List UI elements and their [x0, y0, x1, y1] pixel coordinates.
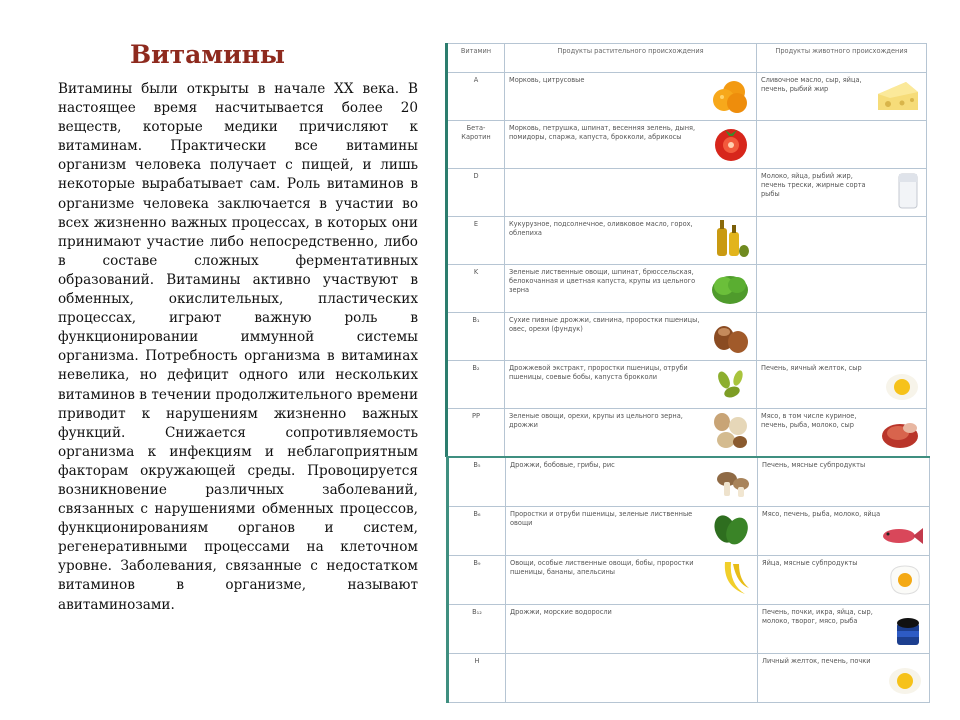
vitamin-name: B₁₂: [448, 605, 506, 654]
animal-products-text: Мясо, печень, рыба, молоко, яйца: [762, 510, 881, 518]
vitamin-name: Бета-Каротин: [447, 121, 505, 169]
table-row: [447, 409, 927, 457]
plant-products-text: Зеленые лиственные овощи, шпинат, брюссельская, белокочанная и цветная капуста, крупы из цельного зерна: [509, 268, 696, 294]
table-row: [447, 169, 927, 217]
plant-products-text: Проростки и отруби пшеницы, зеленые лиственные овощи: [510, 510, 693, 527]
table-row: [447, 217, 927, 265]
animal-products-cell: [757, 217, 927, 265]
fish-icon: [879, 523, 923, 552]
vitamins-table-part2: [446, 456, 930, 703]
animal-products-text: Мясо, в том числе куриное, печень, рыба, молоко, сыр: [761, 412, 857, 429]
plant-products-cell: [505, 169, 757, 217]
table-row: [448, 605, 930, 654]
animal-products-text: Личный желток, печень, почки: [762, 657, 871, 665]
vitamins-description: Витамины были открыты в начале XX века. В настоящее время насчитывается более 20 веществ, которые медики причисляют к витаминам. Практически все витамины организм человека получает с пищей, и лишь некоторые вырабатывает сам. Роль витаминов в организме человека заключается в участии во всех жизненно важных процессах, в которых они принимают участие либо непосредственно, либо в составе сложных ферментативных образований. Витамины активно участвуют в обменных, окислительных, пластических процессах, играют важную роль в функционировании иммунной системы организма. Потребность организма в витаминах невелика, но дефицит одного или нескольких витаминов в течении продолжительного времени приводит к нарушениям жизненно важных функций. Снижается сопротивляемость организма к инфекциям и неблагоприятным факторам окружающей среды. Провоцируется возникновение различных заболеваний, связанных с нарушениями обменных процессов, функционированиям органов и систем, регенеративными процессами на клеточном уровне. Заболевания, связанные с недостатком витаминов в организме, называют авитаминозами.: [58, 81, 418, 613]
animal-products-cell: [758, 556, 930, 605]
plant-products-cell: [506, 605, 758, 654]
table-row: [448, 556, 930, 605]
plant-products-cell: [505, 313, 757, 361]
plant-products-cell: [506, 556, 758, 605]
plant-products-text: Морковь, петрушка, шпинат, весенняя зелень, дыня, помидоры, спаржа, капуста, брокколи, абрикосы: [509, 124, 696, 141]
vitamin-name: B₁: [447, 313, 505, 361]
header-vitamin: Витамин: [447, 44, 505, 73]
plant-products-cell: [505, 121, 757, 169]
fried-egg-icon: [887, 562, 923, 601]
header-animal-products: Продукты животного происхождения: [757, 44, 927, 73]
animal-products-text: Яйца, мясные субпродукты: [762, 559, 858, 567]
animal-products-cell: [757, 169, 927, 217]
milk-icon: [896, 170, 920, 213]
vitamins-table-part1: [445, 43, 927, 457]
mushrooms-icon: [715, 468, 751, 503]
animal-products-cell: [757, 121, 927, 169]
plant-products-cell: [506, 654, 758, 703]
meat-icon: [880, 418, 920, 453]
table-row: [448, 507, 930, 556]
plant-products-cell: [505, 361, 757, 409]
plant-products-cell: [505, 217, 757, 265]
table-row: [448, 654, 930, 703]
animal-products-cell: [757, 265, 927, 313]
animal-products-text: Печень, почки, икра, яйца, сыр, молоко, творог, мясо, рыба: [762, 608, 873, 625]
vitamin-name: B₆: [448, 507, 506, 556]
vitamin-name: K: [447, 265, 505, 313]
vitamin-name: B₂: [447, 361, 505, 409]
vitamin-name: PP: [447, 409, 505, 457]
vitamin-name: E: [447, 217, 505, 265]
table-row: [447, 121, 927, 169]
spinach-icon: [711, 511, 751, 552]
vitamin-name: B₅: [448, 457, 506, 507]
table-row: [448, 457, 930, 507]
animal-products-cell: [758, 457, 930, 507]
page-title: Витамины: [130, 40, 285, 69]
plant-products-text: Сухие пивные дрожжи, свинина, проростки пшеницы, овес, орехи (фундук): [509, 316, 700, 333]
plant-products-text: Морковь, цитрусовые: [509, 76, 585, 84]
animal-products-cell: [757, 73, 927, 121]
plant-products-cell: [506, 507, 758, 556]
header-plant-products: Продукты растительного происхождения: [505, 44, 757, 73]
animal-products-cell: [758, 605, 930, 654]
animal-products-cell: [757, 361, 927, 409]
table-row: [447, 361, 927, 409]
vitamin-name: A: [447, 73, 505, 121]
plant-products-cell: [505, 73, 757, 121]
banana-icon: [719, 558, 751, 601]
animal-products-cell: [757, 409, 927, 457]
animal-products-text: Молоко, яйца, рыбий жир, печень трески, жирные сорта рыбы: [761, 172, 866, 198]
animal-products-cell: [758, 507, 930, 556]
plant-products-cell: [505, 409, 757, 457]
egg-icon: [884, 370, 920, 405]
animal-products-cell: [758, 654, 930, 703]
plant-products-cell: [505, 265, 757, 313]
vitamin-name: D: [447, 169, 505, 217]
vitamin-name: H: [448, 654, 506, 703]
plant-products-text: Дрожжи, морские водоросли: [510, 608, 612, 616]
plant-products-text: Кукурузное, подсолнечное, оливковое масло, горох, облепиха: [509, 220, 693, 237]
tomato-icon: [712, 124, 750, 165]
caviar-icon: [893, 613, 923, 650]
lettuce-icon: [710, 268, 750, 309]
table-row: [447, 265, 927, 313]
plant-products-text: Дрожжи, бобовые, грибы, рис: [510, 461, 615, 469]
table-row: [447, 313, 927, 361]
plant-products-text: Зеленые овощи, орехи, крупы из цельного зерна, дрожжи: [509, 412, 683, 429]
orange-icon: [710, 78, 750, 117]
animal-products-cell: [757, 313, 927, 361]
beans-icon: [714, 366, 750, 405]
oil-bottles-icon: [714, 217, 750, 262]
animal-products-text: Сливочное масло, сыр, яйца, печень, рыбий жир: [761, 76, 862, 93]
egg-icon: [887, 664, 923, 699]
hazelnuts-icon: [712, 320, 750, 357]
plant-products-text: Овощи, особые лиственные овощи, бобы, проростки пшеницы, бананы, апельсины: [510, 559, 694, 576]
cheese-icon: [876, 80, 920, 117]
animal-products-text: Печень, яичный желток, сыр: [761, 364, 862, 372]
plant-products-cell: [506, 457, 758, 507]
animal-products-text: Печень, мясные субпродукты: [762, 461, 866, 469]
plant-products-text: Дрожжевой экстракт, проростки пшеницы, отруби пшеницы, соевые бобы, капуста брокколи: [509, 364, 688, 381]
vitamin-name: B₉: [448, 556, 506, 605]
nuts-icon: [712, 410, 750, 453]
table-row: [447, 73, 927, 121]
